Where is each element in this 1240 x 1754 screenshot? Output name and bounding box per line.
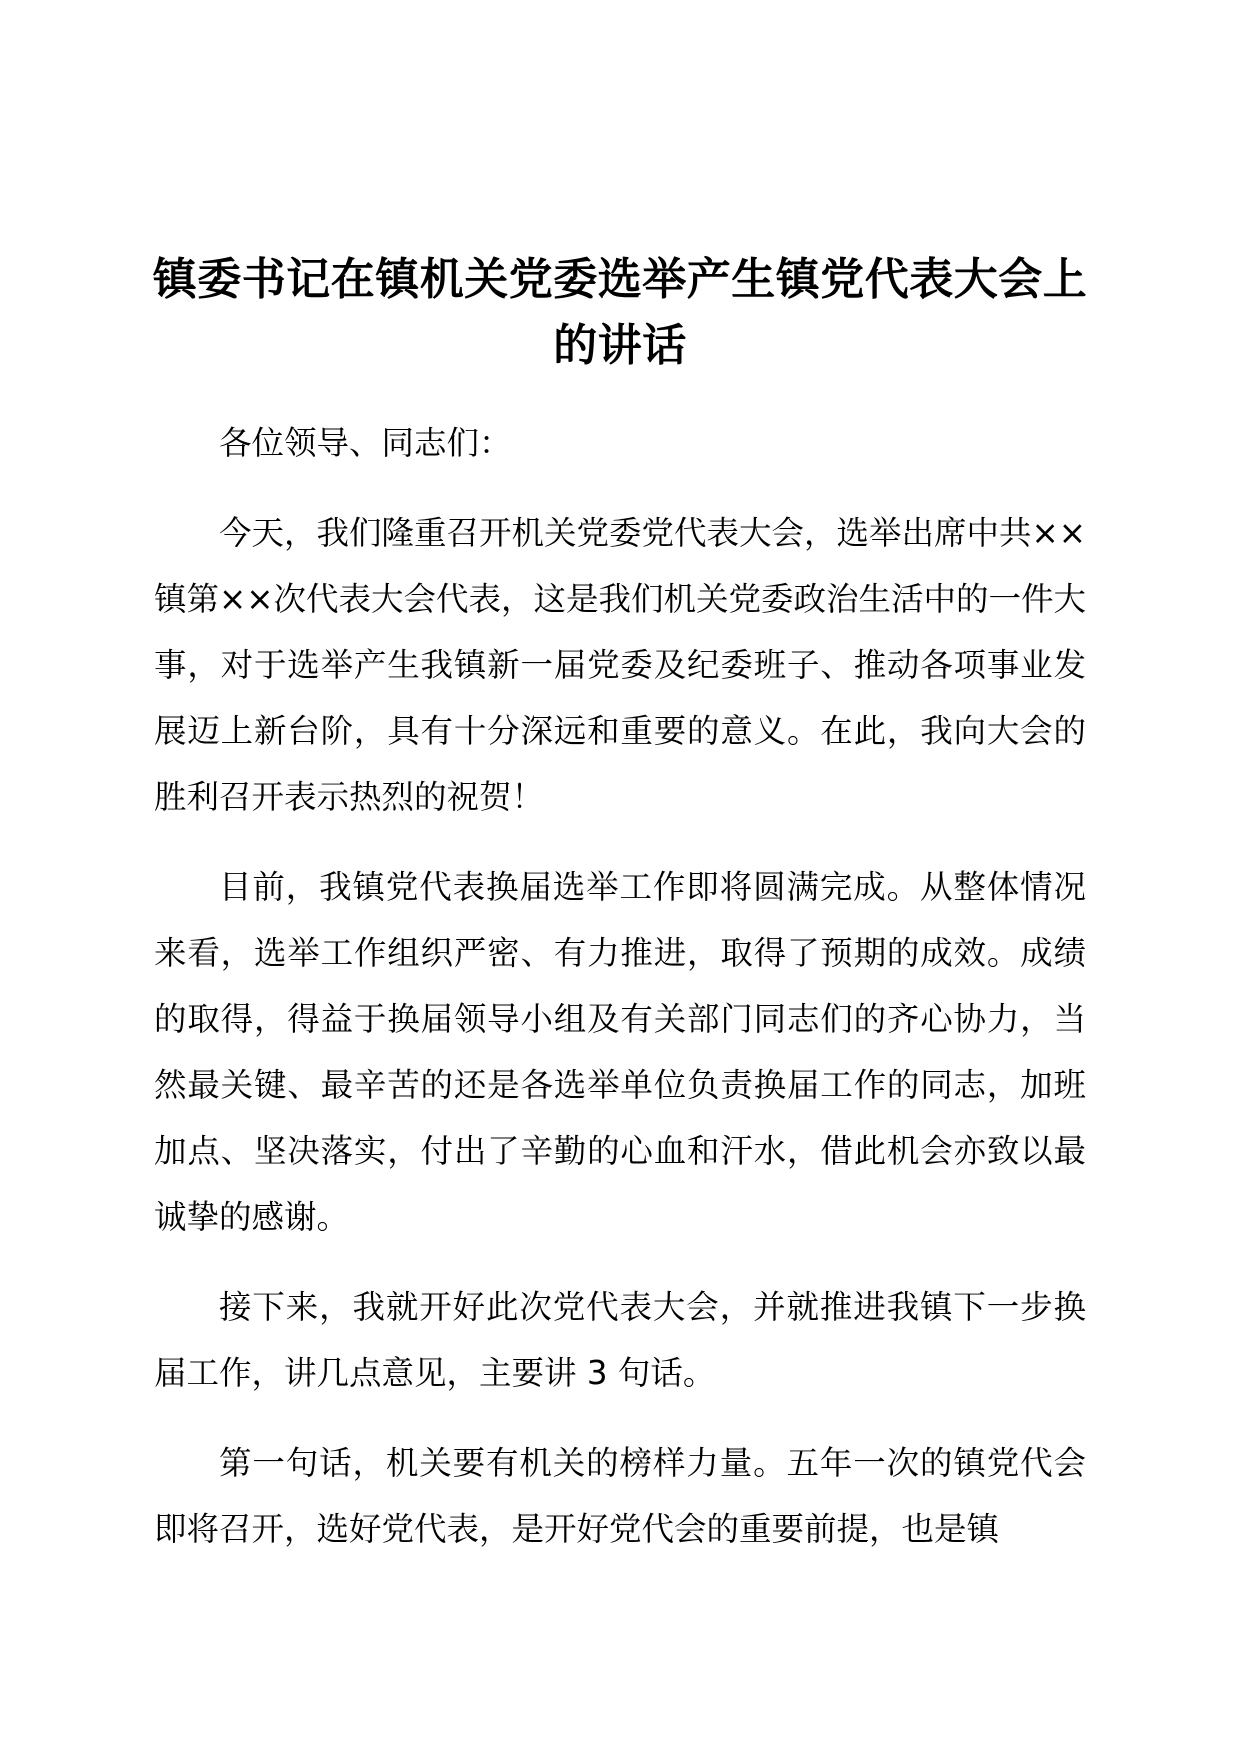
paragraph-1: 今天，我们隆重召开机关党委党代表大会，选举出席中共××镇第××次代表大会代表，这是我们机关党委政治生活中的一件大事，对于选举产生我镇新一届党委及纪委班子、推动各项事业发展迈上新台阶，具有十分深远和重要的意义。在此，我向大会的胜利召开表示热烈的祝贺！ [154,514,1086,816]
document-title: 镇委书记在镇机关党委选举产生镇党代表大会上的讲话 [152,254,1088,371]
document-body [154,410,1086,1586]
paragraph-2: 目前，我镇党代表换届选举工作即将圆满完成。从整体情况来看，选举工作组织严密、有力推进，取得了预期的成效。成绩的取得，得益于换届领导小组及有关部门同志们的齐心协力，当然最关键、最辛苦的还是各选举单位负责换届工作的同志，加班加点、坚决落实，付出了辛勤的心血和汗水，借此机会亦致以最诚挚的感谢。 [154,868,1086,1236]
paragraph-4: 第一句话，机关要有机关的榜样力量。五年一次的镇党代会即将召开，选好党代表，是开好党代会的重要前提，也是镇 [154,1444,1086,1548]
salutation: 各位领导、同志们： [219,424,512,462]
paragraph-3: 接下来，我就开好此次党代表大会，并就推进我镇下一步换届工作，讲几点意见，主要讲 3 句话。 [154,1288,1086,1392]
